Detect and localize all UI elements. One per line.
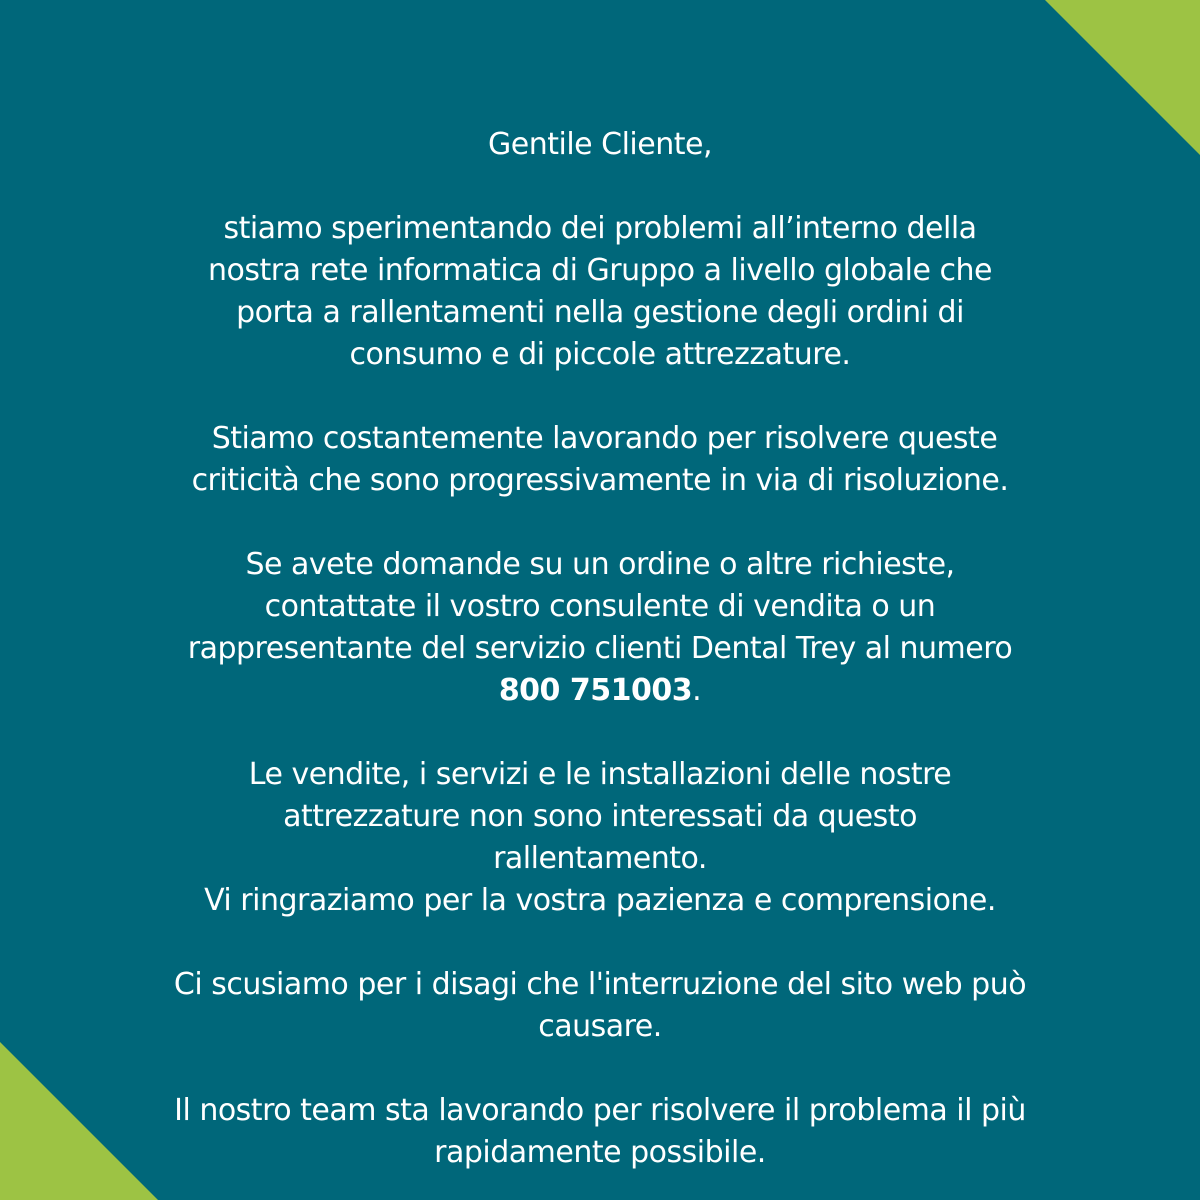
- text-line: Ci scusiamo per i disagi che l'interruzione del sito web può: [173, 967, 1027, 1002]
- greeting-line: Gentile Cliente,: [488, 127, 712, 162]
- text-line: Stiamo costantemente lavorando per risolvere queste: [202, 421, 998, 456]
- paragraph-spacer: [0, 502, 1200, 544]
- greeting: [0, 124, 1200, 166]
- text-line: stiamo sperimentando dei problemi all’interno della: [223, 211, 977, 246]
- paragraph-spacer: [0, 712, 1200, 754]
- text-line: Il nostro team sta lavorando per risolvere il problema il più: [174, 1093, 1026, 1128]
- paragraph-contact: [0, 544, 1200, 712]
- paragraph-team-working: [0, 1090, 1200, 1174]
- paragraph-apology: [0, 964, 1200, 1048]
- text-line: rapidamente possibile.: [434, 1135, 766, 1170]
- text-line: rappresentante del servizio clienti Dental Trey al numero: [187, 631, 1013, 666]
- phone-line: [0, 670, 1200, 712]
- text-line: porta a rallentamenti nella gestione degli ordini di: [236, 295, 964, 330]
- text-line: Le vendite, i servizi e le installazioni delle nostre: [248, 757, 952, 792]
- text-line: causare.: [538, 1009, 662, 1044]
- paragraph-spacer: [0, 1048, 1200, 1090]
- text-line: contattate il vostro consulente di vendita o un: [264, 589, 936, 624]
- paragraph-network-problems: [0, 208, 1200, 376]
- paragraph-spacer: [0, 376, 1200, 418]
- paragraph-unaffected-services: [0, 754, 1200, 922]
- text-line: attrezzature non sono interessati da questo: [283, 799, 917, 834]
- paragraph-spacer: [0, 166, 1200, 208]
- text-line: Se avete domande su un ordine o altre richieste,: [245, 547, 955, 582]
- text-line: consumo e di piccole attrezzature.: [349, 337, 851, 372]
- text-line: Vi ringraziamo per la vostra pazienza e comprensione.: [204, 883, 996, 918]
- phone-number[interactable]: 800 751003: [498, 673, 693, 708]
- paragraph-working-on-it: [0, 418, 1200, 502]
- paragraph-spacer: [0, 922, 1200, 964]
- notice-message: [0, 124, 1200, 1174]
- text-line: rallentamento.: [493, 841, 707, 876]
- phone-suffix: .: [692, 673, 702, 708]
- text-line: nostra rete informatica di Gruppo a livello globale che: [208, 253, 992, 288]
- text-line: criticità che sono progressivamente in via di risoluzione.: [191, 463, 1009, 498]
